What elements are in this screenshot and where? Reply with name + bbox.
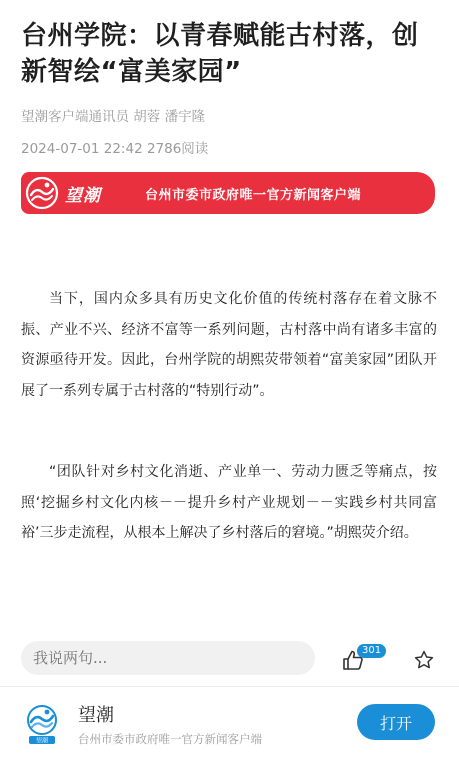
article-body xyxy=(21,284,437,549)
banner-slogan: 台州市委市政府唯一官方新闻客户端 xyxy=(145,188,362,203)
app-name: 望潮 xyxy=(78,705,114,726)
open-app-button[interactable]: 打开 xyxy=(357,704,435,740)
app-download-bar xyxy=(0,686,459,757)
content-fade xyxy=(0,590,459,630)
brand-banner xyxy=(21,172,435,214)
wave-logo-icon xyxy=(25,176,59,210)
app-description: 台州市委市政府唯一官方新闻客户端 xyxy=(78,732,262,746)
comment-input[interactable] xyxy=(21,641,315,675)
article-meta: 2024-07-01 22:42 2786阅读 xyxy=(21,141,209,157)
app-logo-icon xyxy=(20,701,64,745)
article-byline: 望潮客户端通讯员 胡蓉 潘宇隆 xyxy=(21,109,206,125)
app-logo-caption: 望潮 xyxy=(35,737,49,745)
comment-bar xyxy=(0,630,459,686)
banner-brand-name: 望潮 xyxy=(65,186,101,206)
like-count-badge: 301 xyxy=(357,644,386,658)
article-paragraph: 当下，国内众多具有历史文化价值的传统村落存在着文脉不振、产业不兴、经济不富等一系列问题，古村落中尚有诸多丰富的资源亟待开发。因此，台州学院的胡熙荧带领着“富美家园”团队开展了一系列专属于古村落的“特别行动”。 xyxy=(21,291,437,399)
article-paragraph: “团队针对乡村文化消逝、产业单一、劳动力匮乏等痛点，按照‘挖掘乡村文化内核－－提升乡村产业规划－－实践乡村共同富裕’三步走流程，从根本上解决了乡村落后的窘境。”胡熙荧介绍。 xyxy=(21,464,437,541)
star-icon[interactable] xyxy=(413,649,435,671)
article-title: 台州学院：以青春赋能古村落，创新智绘“富美家园” xyxy=(21,21,419,87)
